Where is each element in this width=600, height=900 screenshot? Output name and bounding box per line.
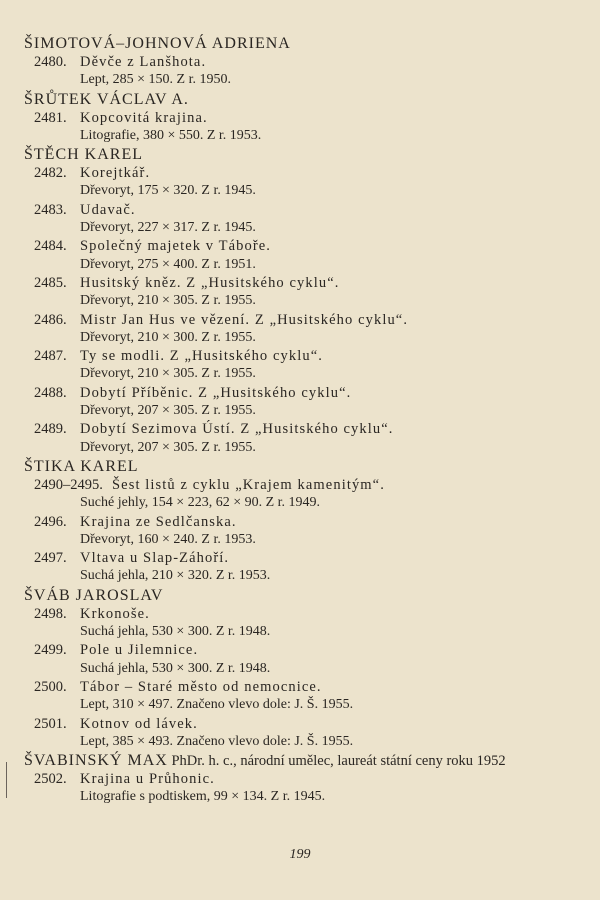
- entry-title: Šest listů z cyklu „Krajem kamenitým“.: [112, 476, 385, 493]
- entry-details: Suchá jehla, 530 × 300. Z r. 1948.: [80, 624, 271, 640]
- artist-heading: [24, 587, 584, 605]
- artist-name: ŠVABINSKÝ MAX: [24, 752, 168, 770]
- entry-heading-line: [24, 549, 584, 567]
- entry-details: Dřevoryt, 160 × 240. Z r. 1953.: [80, 531, 256, 547]
- artist-heading: [24, 752, 584, 770]
- entry-number: 2480.: [34, 54, 67, 70]
- entry-title: Krajina ze Sedlčanska.: [80, 513, 237, 530]
- entry-heading-line: [24, 53, 584, 71]
- entry-heading-line: [24, 513, 584, 531]
- entry-details: Dřevoryt, 175 × 320. Z r. 1945.: [80, 183, 256, 199]
- entry-title: Husitský kněz. Z „Husitského cyklu“.: [80, 274, 340, 291]
- entry-heading-line: [24, 641, 584, 659]
- entry-number: 2500.: [34, 678, 67, 695]
- entry-details: Suchá jehla, 530 × 300. Z r. 1948.: [80, 660, 271, 676]
- entry-title: Ty se modli. Z „Husitského cyklu“.: [80, 348, 323, 365]
- entry-details: Lept, 310 × 497. Značeno vlevo dole: J. Š. 1955.: [80, 697, 354, 713]
- artist-name: ŠIMOTOVÁ–JOHNOVÁ ADRIENA: [24, 35, 291, 52]
- artist-name: ŠTIKA KAREL: [24, 457, 139, 475]
- artist-name: ŠVÁB JAROSLAV: [24, 586, 164, 604]
- catalog-entry: [24, 715, 584, 752]
- entry-number: 2481.: [34, 109, 67, 126]
- catalog-entry: [24, 641, 584, 678]
- catalog-content: [24, 34, 584, 807]
- entry-number: 2501.: [34, 715, 67, 732]
- entry-details: Litografie, 380 × 550. Z r. 1953.: [80, 127, 262, 143]
- catalog-entry: [24, 549, 584, 586]
- entry-details: Dřevoryt, 207 × 305. Z r. 1955.: [80, 439, 256, 455]
- entry-heading-line: [24, 164, 584, 182]
- catalog-entry: [24, 53, 584, 90]
- entry-number: 2482.: [34, 165, 67, 182]
- entry-details: Litografie s podtiskem, 99 × 134. Z r. 1945.: [80, 789, 326, 805]
- entry-title: Společný majetek v Táboře.: [80, 238, 272, 255]
- entry-heading-line: [24, 420, 584, 438]
- entry-title: Dobytí Sezimova Ústí. Z „Husitského cyklu“.: [80, 421, 394, 438]
- entry-number: 2483.: [34, 201, 67, 218]
- entry-details: Suché jehly, 154 × 223, 62 × 90. Z r. 1949.: [80, 495, 321, 511]
- catalog-entry: [24, 384, 584, 421]
- entry-details: Suchá jehla, 210 × 320. Z r. 1953.: [80, 568, 271, 584]
- entry-heading-line: [24, 311, 584, 329]
- page-number: 199: [289, 847, 311, 862]
- entry-number: 2490–2495.: [34, 476, 103, 493]
- artist-note: PhDr. h. c., národní umělec, laureát státní ceny roku 1952: [167, 753, 506, 770]
- margin-mark: [6, 762, 7, 798]
- entry-title: Korejtkář.: [80, 165, 151, 182]
- artist-heading: [24, 458, 584, 476]
- catalog-entry: [24, 201, 584, 238]
- entry-heading-line: [24, 237, 584, 255]
- artist-heading: [24, 91, 584, 109]
- entry-heading-line: [24, 109, 584, 127]
- entry-number: 2489.: [34, 421, 67, 438]
- entry-title: Krajina u Průhonic.: [80, 771, 215, 788]
- catalog-entry: [24, 274, 584, 311]
- catalog-entry: [24, 347, 584, 384]
- entry-title: Kopcovitá krajina.: [80, 109, 208, 126]
- catalog-entry: [24, 476, 584, 513]
- entry-title: Mistr Jan Hus ve vězení. Z „Husitského cyklu“.: [80, 311, 409, 328]
- entry-number: 2496.: [34, 513, 67, 530]
- entry-details: Dřevoryt, 227 × 317. Z r. 1945.: [80, 220, 256, 236]
- entry-details: Lept, 385 × 493. Značeno vlevo dole: J. Š. 1955.: [80, 733, 354, 749]
- catalog-entry: [24, 605, 584, 642]
- entry-title: Pole u Jilemnice.: [80, 642, 199, 659]
- entry-title: Krkonoše.: [80, 605, 150, 622]
- catalog-entry: [24, 420, 584, 457]
- entry-title: Děvče z Lanšhota.: [80, 54, 207, 70]
- catalog-entry: [24, 311, 584, 348]
- entry-title: Tábor – Staré město od nemocnice.: [80, 678, 322, 695]
- entry-details: Dřevoryt, 210 × 305. Z r. 1955.: [80, 366, 256, 382]
- entry-heading-line: [24, 201, 584, 219]
- entry-heading-line: [24, 770, 584, 788]
- catalog-entry: [24, 164, 584, 201]
- entry-number: 2485.: [34, 274, 67, 291]
- entry-heading-line: [24, 715, 584, 733]
- entry-details: Dřevoryt, 275 × 400. Z r. 1951.: [80, 256, 256, 272]
- entry-details: Dřevoryt, 210 × 300. Z r. 1955.: [80, 329, 256, 345]
- entry-details: Lept, 285 × 150. Z r. 1950.: [80, 72, 231, 88]
- entry-title: Dobytí Příběnic. Z „Husitského cyklu“.: [80, 384, 352, 401]
- entry-number: 2497.: [34, 550, 67, 567]
- entry-heading-line: [24, 384, 584, 402]
- entry-number: 2498.: [34, 605, 67, 622]
- entry-details: Dřevoryt, 207 × 305. Z r. 1955.: [80, 403, 256, 419]
- catalog-entry: [24, 237, 584, 274]
- entry-title: Vltava u Slap-Záhoří.: [80, 550, 230, 567]
- entry-number: 2487.: [34, 348, 67, 365]
- entry-heading-line: [24, 476, 584, 494]
- entry-number: 2488.: [34, 384, 67, 401]
- entry-number: 2499.: [34, 642, 67, 659]
- artist-heading: [24, 146, 584, 164]
- entry-title: Kotnov od lávek.: [80, 715, 198, 732]
- catalog-entry: [24, 678, 584, 715]
- catalog-entry: [24, 770, 584, 807]
- entry-details: Dřevoryt, 210 × 305. Z r. 1955.: [80, 293, 256, 309]
- entry-number: 2486.: [34, 311, 67, 328]
- catalog-entry: [24, 109, 584, 146]
- artist-name: ŠTĚCH KAREL: [24, 146, 143, 164]
- entry-title: Udavač.: [80, 201, 136, 218]
- entry-number: 2484.: [34, 238, 67, 255]
- entry-heading-line: [24, 605, 584, 623]
- artist-heading: [24, 35, 584, 53]
- entry-heading-line: [24, 274, 584, 292]
- entry-heading-line: [24, 678, 584, 696]
- entry-heading-line: [24, 347, 584, 365]
- catalog-entry: [24, 513, 584, 550]
- entry-number: 2502.: [34, 771, 67, 788]
- artist-name: ŠRŮTEK VÁCLAV A.: [24, 90, 189, 108]
